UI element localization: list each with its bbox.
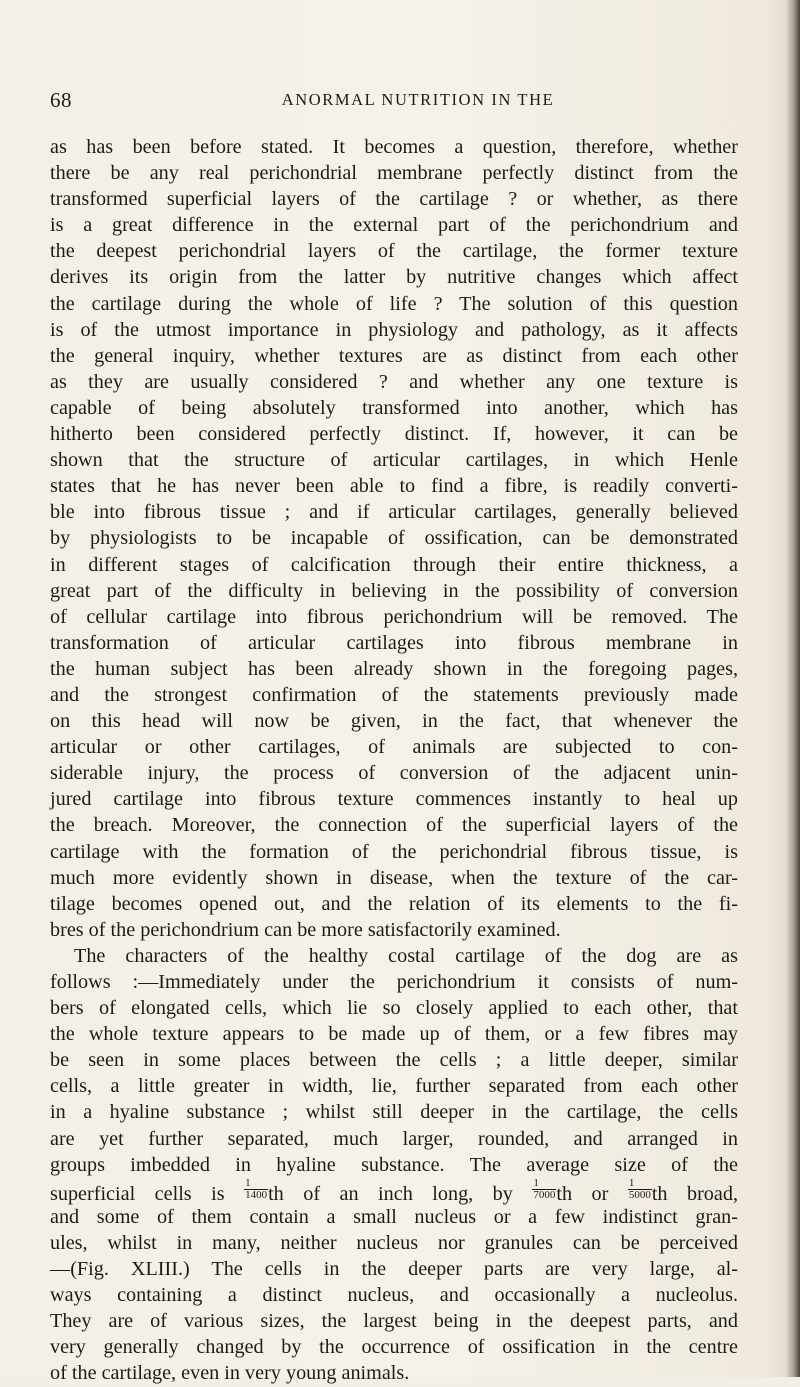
text-line: is of the utmost importance in physiology and pathology, as it affects — [50, 318, 738, 341]
fraction-5000 — [628, 1178, 652, 1201]
text-line: bers of elongated cells, which lie so closely applied to each other, that — [50, 997, 738, 1020]
text-line: as they are usually considered ? and whether any one texture is — [50, 370, 738, 393]
page-number: 68 — [50, 88, 72, 112]
text-line: transformation of articular cartilages into fibrous membrane in — [50, 631, 738, 654]
text-line: —(Fig. XLIII.) The cells in the deeper parts are very large, al- — [50, 1258, 738, 1281]
fraction-denominator: 5000 — [628, 1188, 651, 1201]
text-line: capable of being absolutely transformed into another, which has — [50, 396, 738, 419]
text-line: the general inquiry, whether textures are as distinct from each other — [50, 344, 738, 367]
text-line: great part of the difficulty in believing in the possibility of conversion — [50, 579, 738, 602]
text-line: the cartilage during the whole of life ? The solution of this question — [50, 292, 738, 315]
text-line: transformed superficial layers of the cartilage ? or whether, as there — [50, 188, 738, 211]
fraction-numerator: 1 — [244, 1178, 268, 1190]
text-line: in different stages of calcification through their entire thickness, a — [50, 553, 738, 576]
text-line: follows :—Immediately under the perichondrium it consists of num- — [50, 971, 738, 993]
text-line: ways containing a distinct nucleus, and occasionally a nucleolus. — [50, 1284, 738, 1307]
text-line: ble into fibrous tissue ; and if articular cartilages, generally believed — [50, 501, 738, 524]
fraction-line-text: th or — [556, 1182, 628, 1205]
text-line: by physiologists to be incapable of ossification, can be demonstrated — [50, 527, 738, 550]
fraction-1400 — [244, 1178, 268, 1201]
fraction-line-text: th broad, — [651, 1182, 738, 1205]
text-line: there be any real perichondrial membrane perfectly distinct from the — [50, 162, 738, 185]
text-line: the human subject has been already shown in the foregoing pages, — [50, 657, 738, 680]
text-line: cartilage with the formation of the perichondrial fibrous tissue, is — [50, 840, 738, 863]
text-line: and the strongest confirmation of the statements previously made — [50, 683, 738, 706]
text-line: the whole texture appears to be made up of them, or a few fibres may — [50, 1023, 738, 1046]
fraction-denominator: 1400 — [245, 1188, 268, 1201]
page-edge-shadow — [786, 0, 800, 1377]
paragraph-end-line: bres of the perichondrium can be more satisfactorily examined. — [50, 918, 561, 941]
text-line: groups imbedded in hyaline substance. The average size of the — [50, 1153, 738, 1176]
text-line: very generally changed by the occurrence of ossification in the centre — [50, 1336, 738, 1359]
text-line: siderable injury, the process of conversion of the adjacent unin- — [50, 762, 738, 785]
text-line: as has been before stated. It becomes a question, therefore, whether — [50, 136, 738, 158]
body-text — [50, 134, 738, 1387]
text-line: of cellular cartilage into fibrous perichondrium will be removed. The — [50, 605, 738, 628]
fraction-line-text: superficial cells is — [50, 1182, 245, 1205]
paragraph-start-line: The characters of the healthy costal cartilage of the dog are as — [74, 944, 738, 967]
text-line: is a great difference in the external part of the perichondrium and — [50, 214, 738, 237]
fraction-denominator: 7000 — [533, 1188, 556, 1201]
text-line: tilage becomes opened out, and the relation of its elements to the fi- — [50, 892, 738, 915]
fraction-line — [50, 1178, 738, 1204]
final-line: of the cartilage, even in very young animals. — [50, 1362, 410, 1385]
text-line: and some of them contain a small nucleus or a few indistinct gran- — [50, 1205, 738, 1228]
fraction-7000 — [532, 1178, 556, 1201]
fraction-numerator: 1 — [532, 1178, 556, 1190]
running-title: ANORMAL NUTRITION IN THE — [281, 90, 555, 109]
text-line: jured cartilage into fibrous texture commences instantly to heal up — [50, 788, 738, 811]
text-line: They are of various sizes, the largest being in the deepest parts, and — [50, 1310, 738, 1333]
text-line: be seen in some places between the cells ; a little deeper, similar — [50, 1049, 738, 1072]
text-line: shown that the structure of articular cartilages, in which Henle — [50, 449, 738, 472]
text-line: in a hyaline substance ; whilst still deeper in the cartilage, the cells — [50, 1101, 738, 1124]
running-head — [50, 88, 740, 118]
text-line: cells, a little greater in width, lie, further separated from each other — [50, 1075, 738, 1098]
text-line: on this head will now be given, in the fact, that whenever the — [50, 710, 738, 733]
fraction-line-text: th of an inch long, by — [268, 1182, 533, 1205]
fraction-numerator: 1 — [628, 1178, 652, 1190]
text-line: the breach. Moreover, the connection of the superficial layers of the — [50, 814, 738, 837]
text-line: the deepest perichondrial layers of the cartilage, the former texture — [50, 240, 738, 263]
text-line: states that he has never been able to find a fibre, is readily converti- — [50, 475, 738, 498]
text-line: ules, whilst in many, neither nucleus nor granules can be perceived — [50, 1231, 738, 1254]
text-line: articular or other cartilages, of animals are subjected to con- — [50, 736, 738, 759]
text-line: hitherto been considered perfectly distinct. If, however, it can be — [50, 423, 738, 446]
text-line: derives its origin from the latter by nutritive changes which affect — [50, 266, 738, 289]
text-line: much more evidently shown in disease, when the texture of the car- — [50, 866, 738, 889]
text-line: are yet further separated, much larger, rounded, and arranged in — [50, 1127, 738, 1150]
